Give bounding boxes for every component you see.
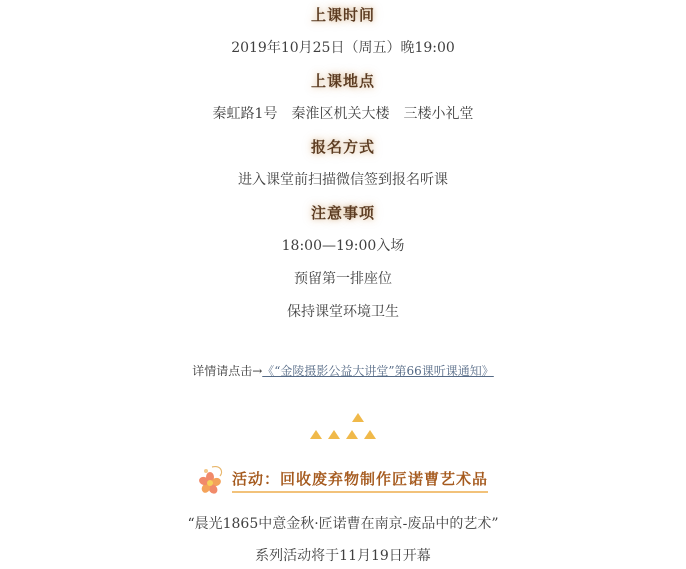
notes-line-cleanliness: 保持课堂环境卫生	[287, 304, 399, 320]
triangle-icon	[364, 430, 376, 439]
triangle-row-icon	[0, 424, 686, 443]
flower-icon	[198, 463, 228, 497]
notes-line-entry-time: 18:00—19:00入场	[281, 238, 405, 254]
activity-title: 活动：回收废弃物制作匠诺曹艺术品	[232, 468, 488, 493]
detail-prefix: 详情请点击→	[192, 364, 263, 378]
activity-note: 系列活动将于11月19日开幕	[255, 548, 431, 564]
heading-registration: 报名方式	[310, 138, 375, 156]
triangle-icon	[346, 430, 358, 439]
heading-class-location: 上课地点	[310, 72, 375, 90]
registration-text: 进入课堂前扫描微信签到报名听课	[238, 172, 448, 188]
triangle-icon	[328, 430, 340, 439]
class-location-text: 秦虹路1号 秦淮区机关大楼 三楼小礼堂	[212, 106, 474, 122]
triangle-icon	[310, 430, 322, 439]
class-time-text: 2019年10月25日（周五）晚19:00	[231, 40, 455, 56]
detail-line	[0, 362, 686, 379]
activity-subtitle: “晨光1865中意金秋·匠诺曹在南京-废品中的艺术”	[187, 516, 499, 532]
activity-header	[0, 463, 686, 497]
notes-line-reserved-seats: 预留第一排座位	[294, 271, 392, 287]
heading-class-time: 上课时间	[310, 6, 375, 24]
detail-link[interactable]: 《“金陵摄影公益大讲堂”第66课听课通知》	[262, 364, 494, 378]
triangle-icon	[352, 413, 364, 422]
heading-notes: 注意事项	[310, 204, 375, 222]
